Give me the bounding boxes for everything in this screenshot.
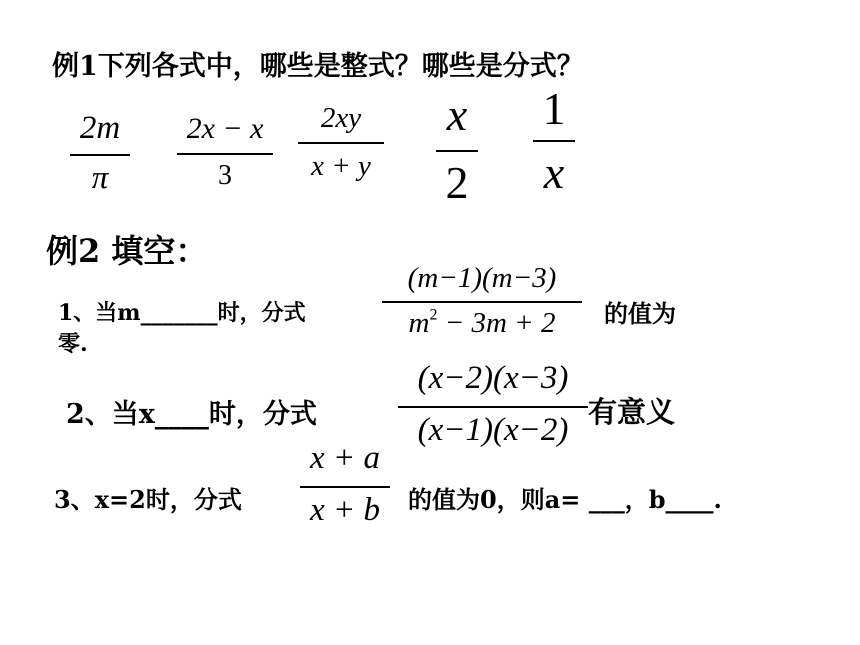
q2-denominator: (x−1)(x−2) — [417, 412, 569, 448]
q2-prefix: 2、当x____时，分式 — [66, 399, 317, 430]
q2-bar — [398, 406, 588, 408]
fraction-3-denominator: x + y — [311, 150, 371, 182]
example1-title: 例1下列各式中，哪些是整式？哪些是分式？ — [52, 51, 584, 82]
fraction-1-bar — [70, 154, 130, 156]
q1-bar — [382, 301, 582, 303]
fraction-2-bar — [177, 153, 273, 155]
fraction-2 — [177, 112, 273, 198]
fraction-4 — [436, 88, 478, 212]
q1-denominator — [382, 307, 582, 340]
fraction-5-denominator: x — [543, 147, 565, 198]
q3-suffix: 的值为0，则a= ___，b____. — [408, 485, 722, 514]
fraction-5-numerator: 1 — [542, 83, 566, 134]
fraction-1-numerator: 2m — [79, 110, 121, 146]
fraction-3-numerator: 2xy — [320, 102, 362, 134]
example2-title: 例2 填空： — [46, 232, 208, 270]
fraction-2-denominator: 3 — [218, 160, 232, 191]
fraction-3 — [298, 102, 384, 188]
fraction-5 — [533, 82, 575, 206]
q3-fraction — [300, 440, 390, 536]
q1-fraction — [382, 262, 582, 346]
q1-prefix: 1、当m_______时，分式 — [58, 300, 306, 326]
fraction-3-bar — [298, 142, 384, 144]
fraction-2-numerator: 2x − x — [186, 112, 264, 145]
q2-fraction — [398, 360, 588, 456]
q1-suffix-line2: 零. — [58, 331, 88, 357]
q2-suffix: 有意义 — [588, 395, 676, 429]
q3-bar — [300, 486, 390, 488]
q3-prefix: 3、x=2时，分式 — [54, 485, 242, 514]
fraction-1-denominator: π — [91, 160, 109, 196]
q3-numerator: x + a — [310, 440, 380, 476]
q1-suffix: 的值为 — [604, 299, 676, 328]
fraction-4-denominator: 2 — [445, 157, 469, 208]
fraction-4-bar — [436, 150, 478, 152]
fraction-4-numerator: x — [446, 89, 468, 140]
q2-numerator: (x−2)(x−3) — [417, 360, 569, 396]
q1-den-base: m — [408, 307, 430, 339]
fraction-5-bar — [533, 140, 575, 142]
fraction-1 — [70, 108, 130, 200]
q1-den-rest: − 3m + 2 — [437, 307, 556, 339]
q1-den-exponent: 2 — [429, 306, 438, 324]
q1-numerator: (m−1)(m−3) — [407, 262, 557, 294]
q3-denominator: x + b — [310, 492, 380, 528]
